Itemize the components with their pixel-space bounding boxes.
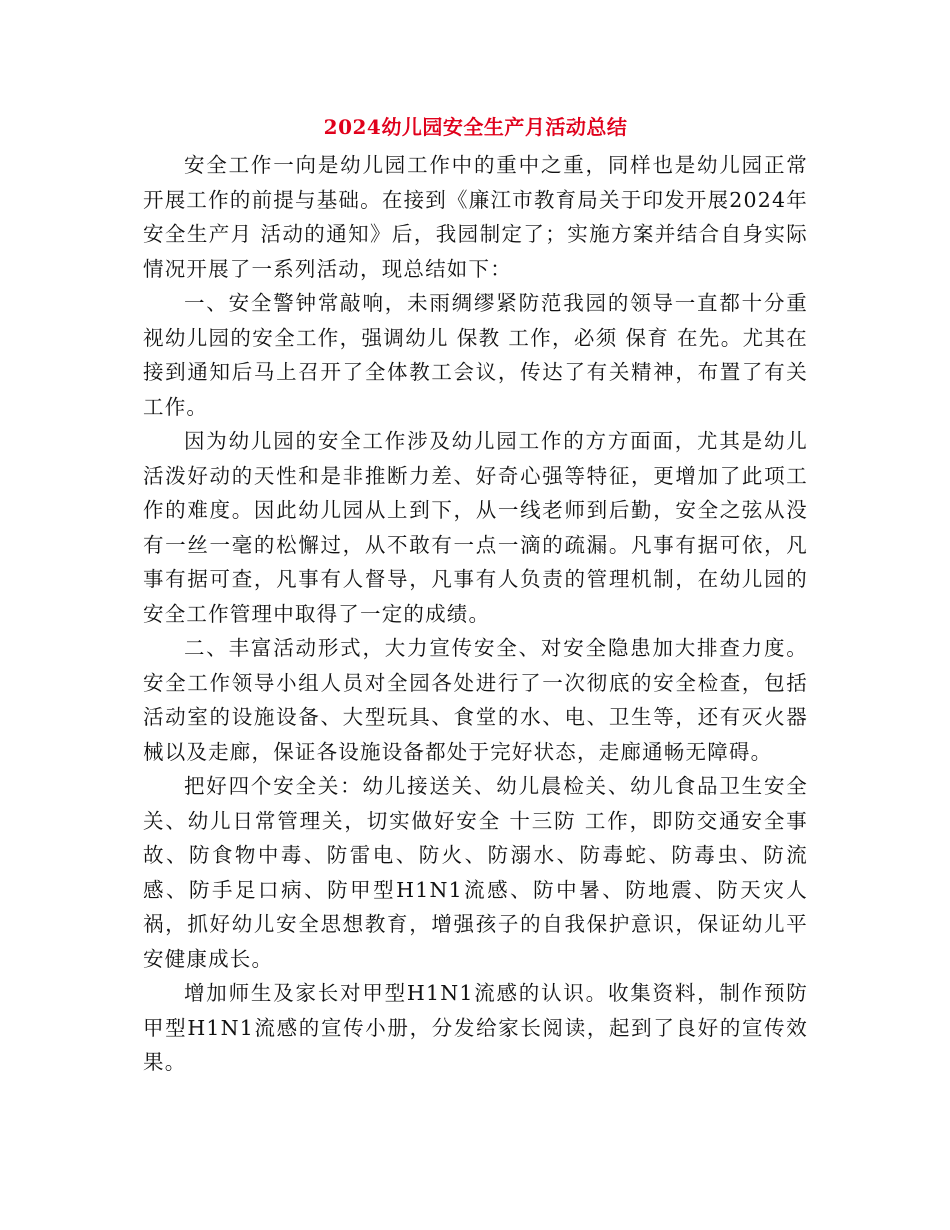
paragraph-safety-scope: 因为幼儿园的安全工作涉及幼儿园工作的方方面面，尤其是幼儿活泼好动的天性和是非推断力差、好奇心强等特征，更增加了此项工作的难度。因此幼儿园从上到下，从一线老师到后勤，安全之弦从没有一丝一毫的松懈过，从不敢有一点一滴的疏漏。凡事有据可依，凡事有据可查，凡事有人督导，凡事有人负责的管理机制，在幼儿园的安全工作管理中取得了一定的成绩。 <box>143 429 808 626</box>
paragraph-four-checkpoints: 把好四个安全关：幼儿接送关、幼儿晨检关、幼儿食品卫生安全关、幼儿日常管理关，切实做好安全 十三防 工作，即防交通安全事故、防食物中毒、防雷电、防火、防溺水、防毒蛇、防毒虫、防流感、防手足口病、防甲型H1N1流感、防中暑、防地震、防天灾人祸，抓好幼儿安全思想教育，增强孩子的自我保护意识，保证幼儿平安健康成长。 <box>143 774 808 971</box>
document-title: 2024幼儿园安全生产月活动总结 <box>323 115 628 139</box>
document-body <box>143 110 808 1080</box>
paragraph-section-two: 二、丰富活动形式，大力宣传安全、对安全隐患加大排查力度。安全工作领导小组人员对全园各处进行了一次彻底的安全检查，包括活动室的设施设备、大型玩具、食堂的水、电、卫生等，还有灭火器械以及走廊，保证各设施设备都处于完好状态，走廊通畅无障碍。 <box>143 636 808 764</box>
paragraph-section-one: 一、安全警钟常敲响，未雨绸缪紧防范我园的领导一直都十分重视幼儿园的安全工作，强调幼儿 保教 工作，必须 保育 在先。尤其在接到通知后马上召开了全体教工会议，传达了有关精神，布置了有关工作。 <box>143 291 808 419</box>
paragraph-intro: 安全工作一向是幼儿园工作中的重中之重，同样也是幼儿园正常开展工作的前提与基础。在接到《廉江市教育局关于印发开展2024年安全生产月 活动的通知》后，我园制定了；实施方案并结合自身实际情况开展了一系列活动，现总结如下： <box>143 153 808 281</box>
paragraph-h1n1-awareness: 增加师生及家长对甲型H1N1流感的认识。收集资料，制作预防甲型H1N1流感的宣传小册，分发给家长阅读，起到了良好的宣传效果。 <box>143 981 808 1074</box>
